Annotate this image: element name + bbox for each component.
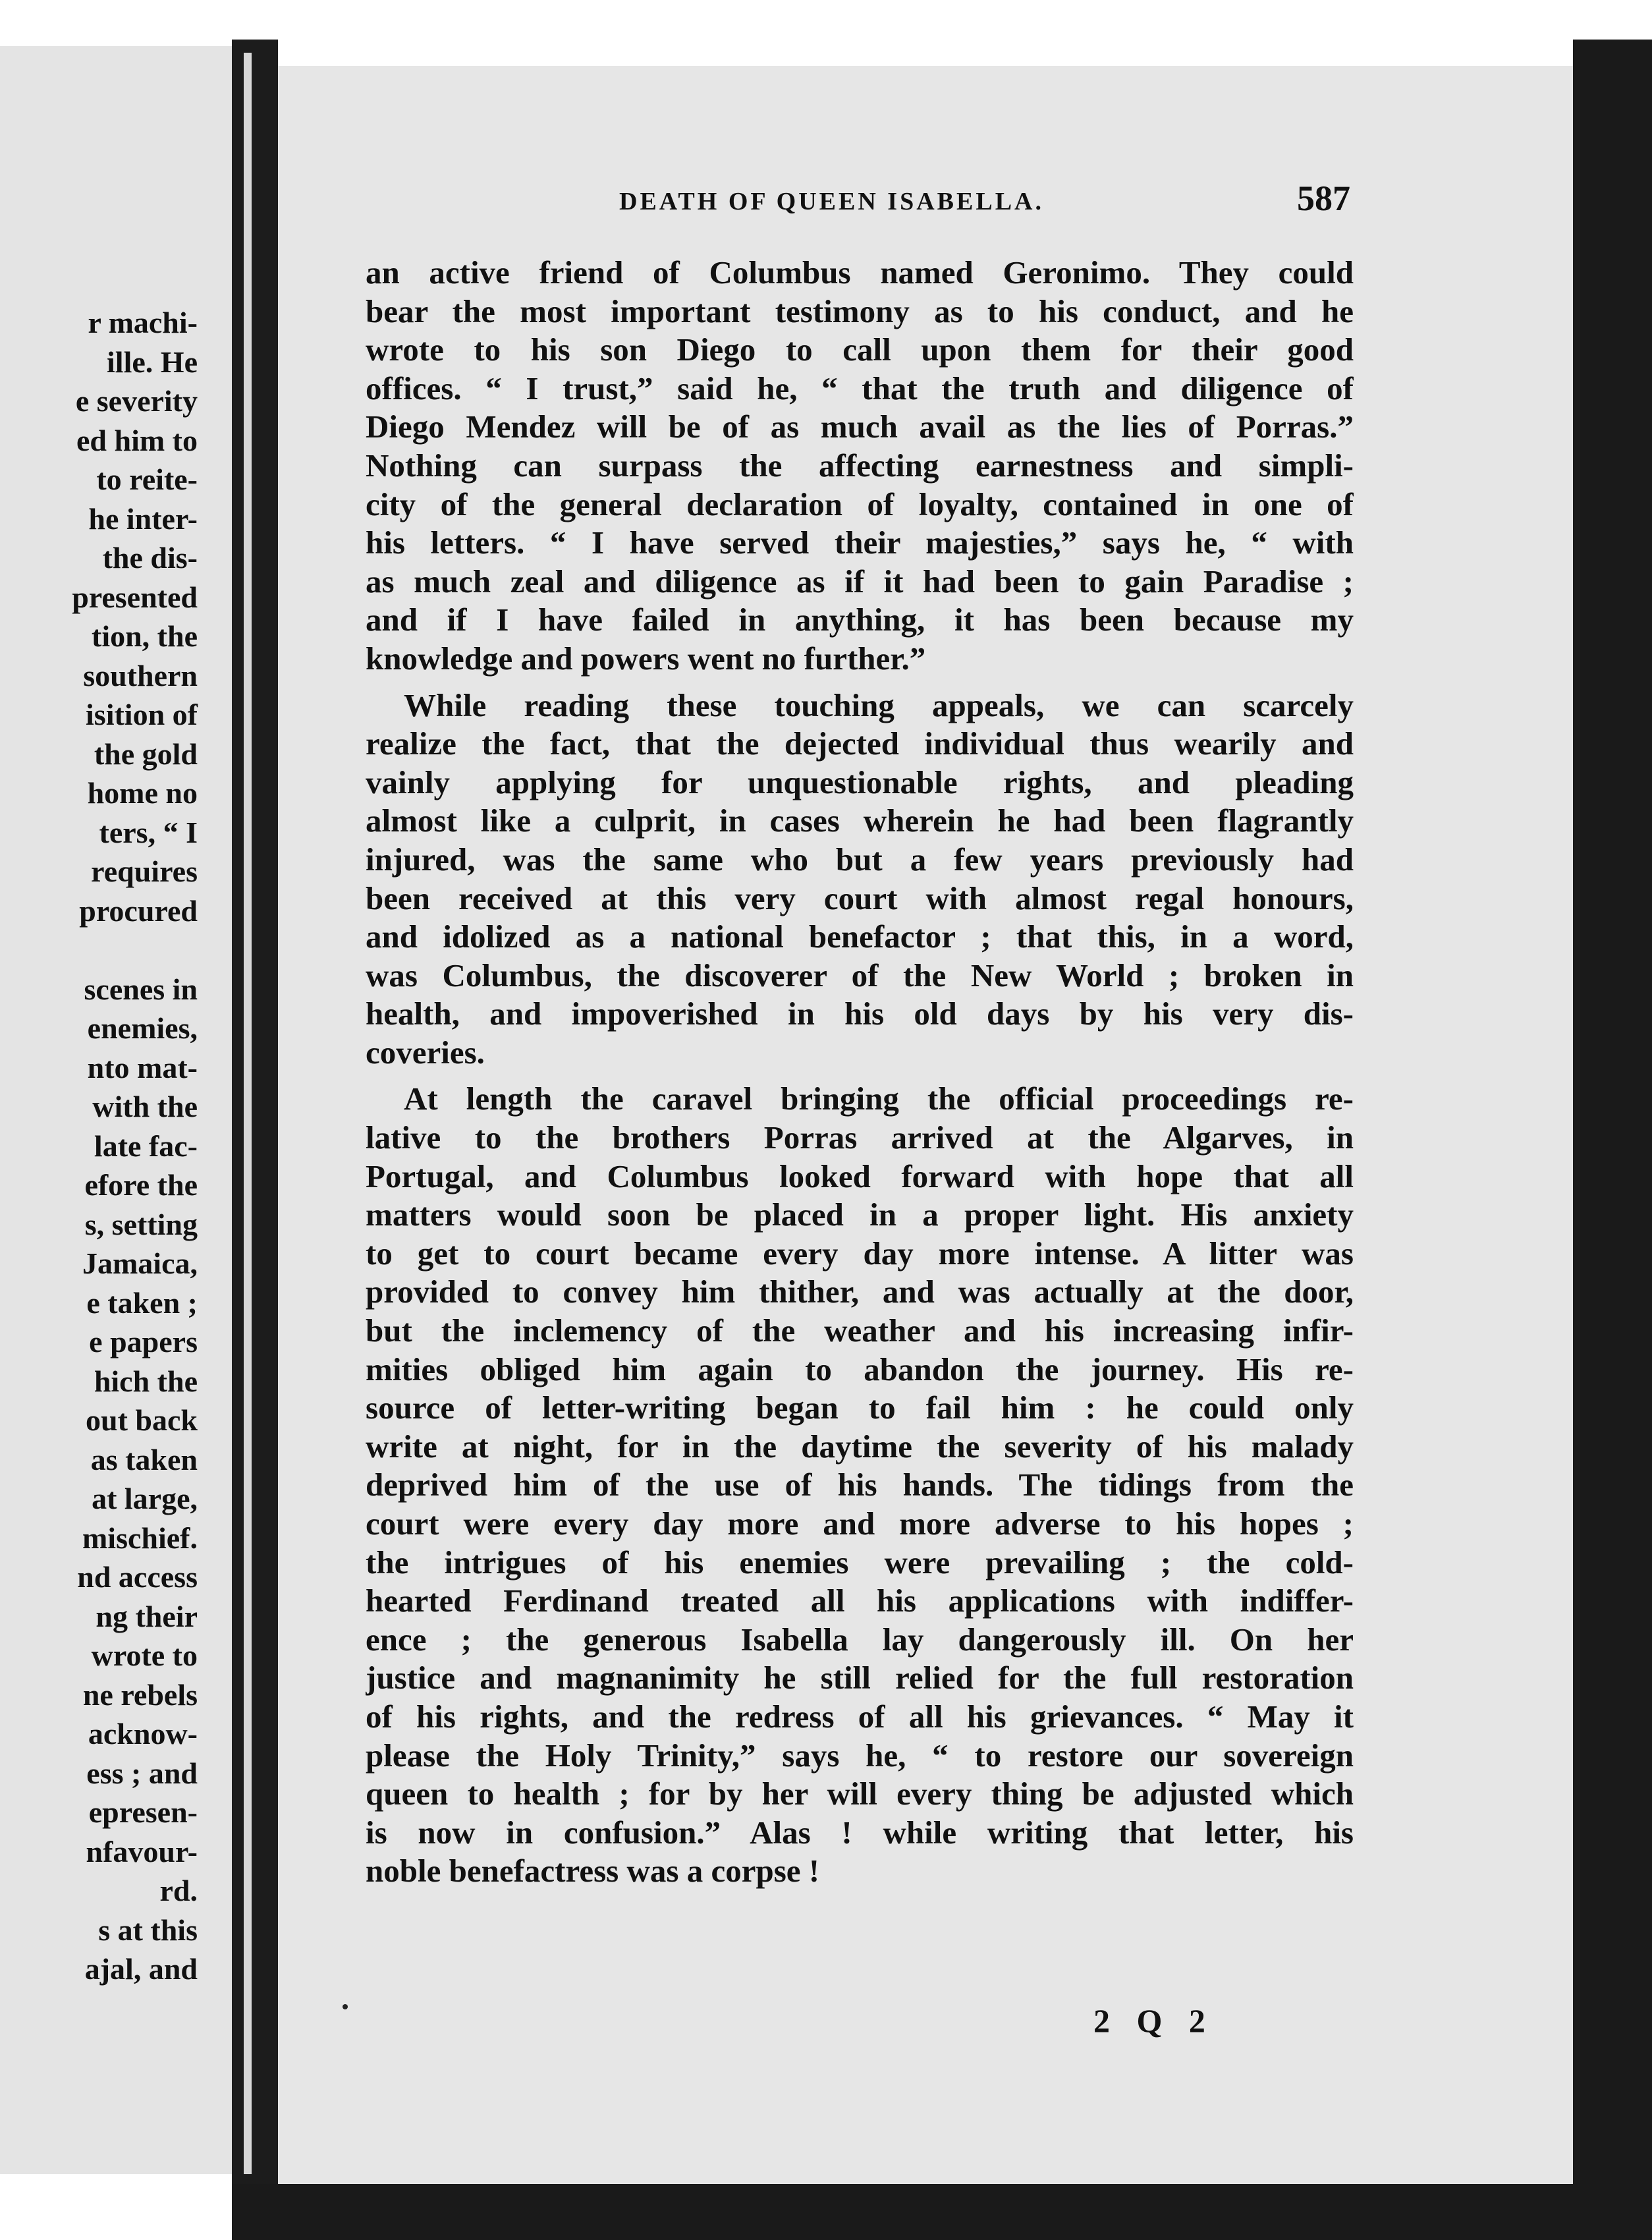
previous-page-line: out back (86, 1403, 198, 1437)
text-line: ence ; the generous Isabella lay dangerously ill. On her (366, 1621, 1354, 1658)
text-line: While reading these touching appeals, we can scarcely (404, 686, 1354, 723)
text-line: queen to health ; for by her will every thing be adjusted which (366, 1776, 1354, 1812)
previous-page-line: requires (91, 854, 198, 888)
previous-page-line: e severity (75, 384, 198, 418)
previous-page-line: ed him to (76, 423, 198, 457)
previous-page-line: home no (87, 776, 198, 810)
previous-page-line: s, setting (84, 1207, 198, 1241)
text-line: At length the caravel bringing the official proceedings re- (404, 1080, 1354, 1117)
previous-page-fragment (0, 46, 232, 2174)
text-line: city of the general declaration of loyalty, contained in one of (366, 486, 1354, 522)
text-line: but the inclemency of the weather and his increasing infir- (366, 1312, 1354, 1349)
text-line: knowledge and powers went no further.” (366, 640, 926, 677)
previous-page-line: the gold (94, 737, 198, 771)
previous-page-line: e papers (89, 1325, 198, 1358)
previous-page-line: r machi- (88, 306, 198, 339)
previous-page-line: isition of (86, 698, 198, 731)
text-line: noble benefactress was a corpse ! (366, 1853, 820, 1890)
previous-page-line: to reite- (96, 462, 198, 496)
text-line: and if I have failed in anything, it has been because my (366, 602, 1354, 638)
text-line: Diego Mendez will be of as much avail as the lies of Porras.” (366, 408, 1354, 445)
text-line: provided to convey him thither, and was actually at the door, (366, 1274, 1354, 1310)
previous-page-line: with the (92, 1090, 198, 1123)
previous-page-line: at large, (92, 1482, 198, 1515)
previous-page-line (0, 930, 198, 970)
previous-page-line: the dis- (102, 541, 198, 574)
previous-page-line: wrote to (91, 1638, 198, 1672)
signature-mark: 2 Q 2 (1093, 2002, 1215, 2039)
text-line: please the Holy Trinity,” says he, “ to restore our sovereign (366, 1737, 1354, 1774)
previous-page-line: enemies, (87, 1011, 198, 1045)
ink-speck (343, 2004, 348, 2009)
page-number: 587 (1297, 179, 1350, 218)
previous-page-line: as taken (90, 1442, 198, 1476)
previous-page-line: rd. (159, 1874, 198, 1907)
previous-page-line: Jamaica, (82, 1246, 198, 1280)
running-head: DEATH OF QUEEN ISABELLA. (619, 188, 1044, 215)
text-line: been received at this very court with almost regal honours, (366, 880, 1354, 916)
bottom-shadow (232, 2184, 1652, 2240)
text-line: hearted Ferdinand treated all his applications with indiffer- (366, 1582, 1354, 1619)
previous-page-line: late fac- (94, 1129, 198, 1163)
text-line: court were every day more and more adverse to his hopes ; (366, 1505, 1354, 1542)
previous-page-line: procured (79, 893, 198, 928)
text-line: coveries. (366, 1034, 485, 1071)
previous-page-line: scenes in (84, 972, 198, 1006)
paragraph (366, 1080, 1354, 1890)
previous-page-line: ille. He (107, 345, 198, 379)
previous-page-line: epresen- (88, 1795, 198, 1829)
previous-page-line: e taken ; (86, 1285, 198, 1320)
previous-page-line: efore the (84, 1168, 198, 1202)
text-line: source of letter-writing began to fail him : he could only (366, 1389, 1354, 1426)
text-line: vainly applying for unquestionable rights, and pleading (366, 764, 1354, 800)
previous-page-line: nd access (77, 1560, 198, 1594)
text-line: Nothing can surpass the affecting earnestness and simpli- (366, 447, 1354, 484)
text-line: as much zeal and diligence as if it had been to gain Paradise ; (366, 563, 1354, 600)
previous-page-line: nfavour- (86, 1834, 198, 1868)
previous-page-line: ne rebels (82, 1677, 198, 1712)
text-line: offices. “ I trust,” said he, “ that the truth and diligence of (366, 370, 1354, 406)
previous-page-line: acknow- (88, 1717, 198, 1750)
previous-page-line: ng their (96, 1599, 198, 1633)
page-edge (244, 53, 252, 2174)
previous-page-line: mischief. (82, 1521, 198, 1555)
previous-page-line: ters, “ I (99, 815, 198, 849)
text-line: of his rights, and the redress of all his grievances. “ May it (366, 1698, 1354, 1735)
text-line: injured, was the same who but a few years previously had (366, 841, 1354, 878)
text-line: matters would soon be placed in a proper light. His anxiety (366, 1196, 1354, 1233)
previous-page-line: tion, the (92, 619, 198, 653)
text-line: realize the fact, that the dejected individual thus wearily and (366, 725, 1354, 762)
previous-page-line: presented (72, 580, 198, 614)
text-line: is now in confusion.” Alas ! while writing that letter, his (366, 1814, 1354, 1851)
previous-page-line: he inter- (88, 501, 198, 536)
text-line: almost like a culprit, in cases wherein he had been flagrantly (366, 802, 1354, 839)
body-text (366, 254, 1354, 1899)
previous-page-line: nto mat- (87, 1050, 198, 1084)
previous-page-line: s at this (98, 1913, 198, 1947)
text-line: bear the most important testimony as to his conduct, and he (366, 293, 1354, 329)
text-line: the intrigues of his enemies were prevailing ; the cold- (366, 1544, 1354, 1581)
previous-page-text (0, 303, 198, 1989)
text-line: lative to the brothers Porras arrived at the Algarves, in (366, 1119, 1354, 1156)
text-line: Portugal, and Columbus looked forward with hope that all (366, 1158, 1354, 1194)
page-header (369, 178, 1357, 231)
text-line: wrote to his son Diego to call upon them for their good (366, 331, 1354, 368)
text-line: to get to court became every day more intense. A litter was (366, 1235, 1354, 1272)
right-shadow (1573, 40, 1652, 2240)
text-line: mities obliged him again to abandon the journey. His re- (366, 1351, 1354, 1387)
paragraph (366, 686, 1354, 1073)
text-line: was Columbus, the discoverer of the New World ; broken in (366, 957, 1354, 994)
book-gutter (232, 40, 278, 2187)
text-line: justice and magnanimity he still relied for the full restoration (366, 1660, 1354, 1696)
previous-page-line: ajal, and (84, 1952, 198, 1986)
text-line: health, and impoverished in his old days by his very dis- (366, 995, 1354, 1032)
text-line: deprived him of the use of his hands. The tidings from the (366, 1467, 1354, 1503)
text-line: and idolized as a national benefactor ; that this, in a word, (366, 918, 1354, 955)
previous-page-line: hich the (94, 1364, 198, 1398)
previous-page-line: ess ; and (86, 1756, 198, 1790)
text-line: his letters. “ I have served their majesties,” says he, “ with (366, 524, 1354, 561)
text-line: an active friend of Columbus named Geronimo. They could (366, 254, 1354, 291)
text-line: write at night, for in the daytime the severity of his malady (366, 1428, 1354, 1465)
previous-page-line: southern (83, 658, 198, 692)
paragraph (366, 254, 1354, 679)
